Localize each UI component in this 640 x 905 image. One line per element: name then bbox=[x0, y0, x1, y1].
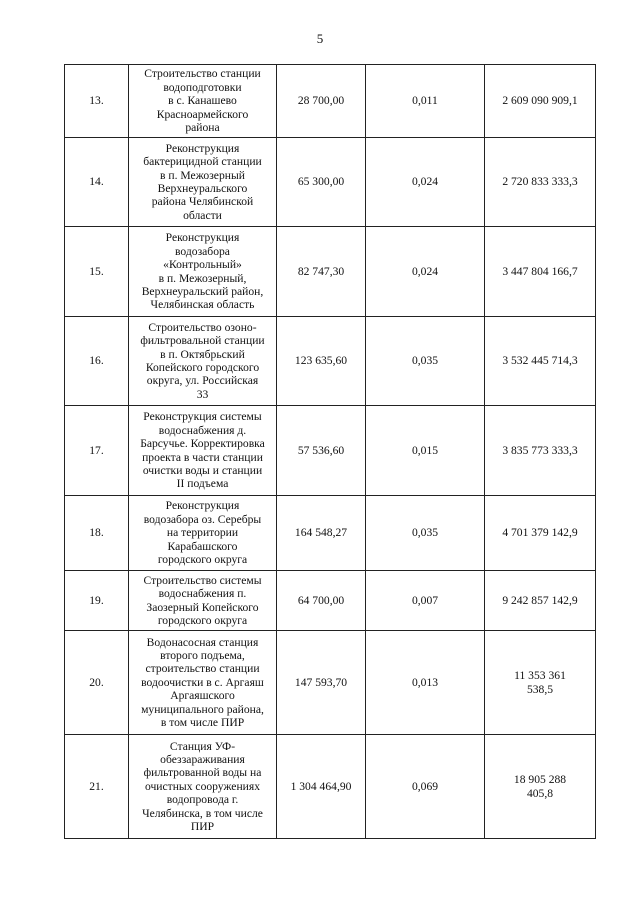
row-number: 15. bbox=[65, 227, 129, 317]
project-efficiency: 11 353 361 538,5 bbox=[485, 631, 596, 735]
projects-table bbox=[64, 64, 596, 839]
project-ratio: 0,013 bbox=[366, 631, 485, 735]
table-row bbox=[65, 65, 596, 138]
project-name: Водонасосная станция второго подъема, строительство станции водоочистки в с. Аргаяш Аргаяшского муниципального района, в том числе ПИР bbox=[129, 631, 277, 735]
project-cost: 1 304 464,90 bbox=[277, 735, 366, 839]
project-cost: 65 300,00 bbox=[277, 138, 366, 227]
project-ratio: 0,024 bbox=[366, 138, 485, 227]
project-efficiency: 9 242 857 142,9 bbox=[485, 571, 596, 631]
page-number: 5 bbox=[316, 31, 324, 46]
project-efficiency: 3 447 804 166,7 bbox=[485, 227, 596, 317]
table-row bbox=[65, 138, 596, 227]
table-row bbox=[65, 406, 596, 496]
project-cost: 147 593,70 bbox=[277, 631, 366, 735]
project-cost: 123 635,60 bbox=[277, 317, 366, 406]
project-efficiency: 18 905 288 405,8 bbox=[485, 735, 596, 839]
project-cost: 57 536,60 bbox=[277, 406, 366, 496]
project-cost: 164 548,27 bbox=[277, 496, 366, 571]
project-ratio: 0,035 bbox=[366, 496, 485, 571]
project-name: Станция УФ- обеззараживания фильтрованной воды на очистных сооружениях водопровода г. Челябинска, в том числе ПИР bbox=[129, 735, 277, 839]
project-name: Реконструкция водозабора «Контрольный» в п. Межозерный, Верхнеуральский район, Челябинская область bbox=[129, 227, 277, 317]
project-ratio: 0,011 bbox=[366, 65, 485, 138]
table-row bbox=[65, 496, 596, 571]
row-number: 18. bbox=[65, 496, 129, 571]
table-row bbox=[65, 631, 596, 735]
project-name: Реконструкция бактерицидной станции в п. Межозерный Верхнеуральского района Челябинской области bbox=[129, 138, 277, 227]
project-name: Строительство озоно- фильтровальной станции в п. Октябрьский Копейского городского округа, ул. Российская 33 bbox=[129, 317, 277, 406]
table-row bbox=[65, 571, 596, 631]
project-name: Реконструкция системы водоснабжения д. Барсучье. Корректировка проекта в части станции очистки воды и станции II подъема bbox=[129, 406, 277, 496]
project-efficiency: 3 532 445 714,3 bbox=[485, 317, 596, 406]
row-number: 16. bbox=[65, 317, 129, 406]
row-number: 17. bbox=[65, 406, 129, 496]
project-cost: 28 700,00 bbox=[277, 65, 366, 138]
table-row bbox=[65, 227, 596, 317]
project-name: Строительство системы водоснабжения п. Заозерный Копейского городского округа bbox=[129, 571, 277, 631]
project-ratio: 0,024 bbox=[366, 227, 485, 317]
project-name: Реконструкция водозабора оз. Серебры на территории Карабашского городского округа bbox=[129, 496, 277, 571]
project-cost: 82 747,30 bbox=[277, 227, 366, 317]
project-ratio: 0,035 bbox=[366, 317, 485, 406]
project-ratio: 0,015 bbox=[366, 406, 485, 496]
row-number: 21. bbox=[65, 735, 129, 839]
table-row bbox=[65, 735, 596, 839]
table-row bbox=[65, 317, 596, 406]
row-number: 13. bbox=[65, 65, 129, 138]
row-number: 20. bbox=[65, 631, 129, 735]
row-number: 19. bbox=[65, 571, 129, 631]
row-number: 14. bbox=[65, 138, 129, 227]
project-efficiency: 4 701 379 142,9 bbox=[485, 496, 596, 571]
project-cost: 64 700,00 bbox=[277, 571, 366, 631]
project-ratio: 0,007 bbox=[366, 571, 485, 631]
project-name: Строительство станции водоподготовки в с. Канашево Красноармейского района bbox=[129, 65, 277, 138]
project-efficiency: 2 720 833 333,3 bbox=[485, 138, 596, 227]
project-ratio: 0,069 bbox=[366, 735, 485, 839]
project-efficiency: 3 835 773 333,3 bbox=[485, 406, 596, 496]
project-efficiency: 2 609 090 909,1 bbox=[485, 65, 596, 138]
